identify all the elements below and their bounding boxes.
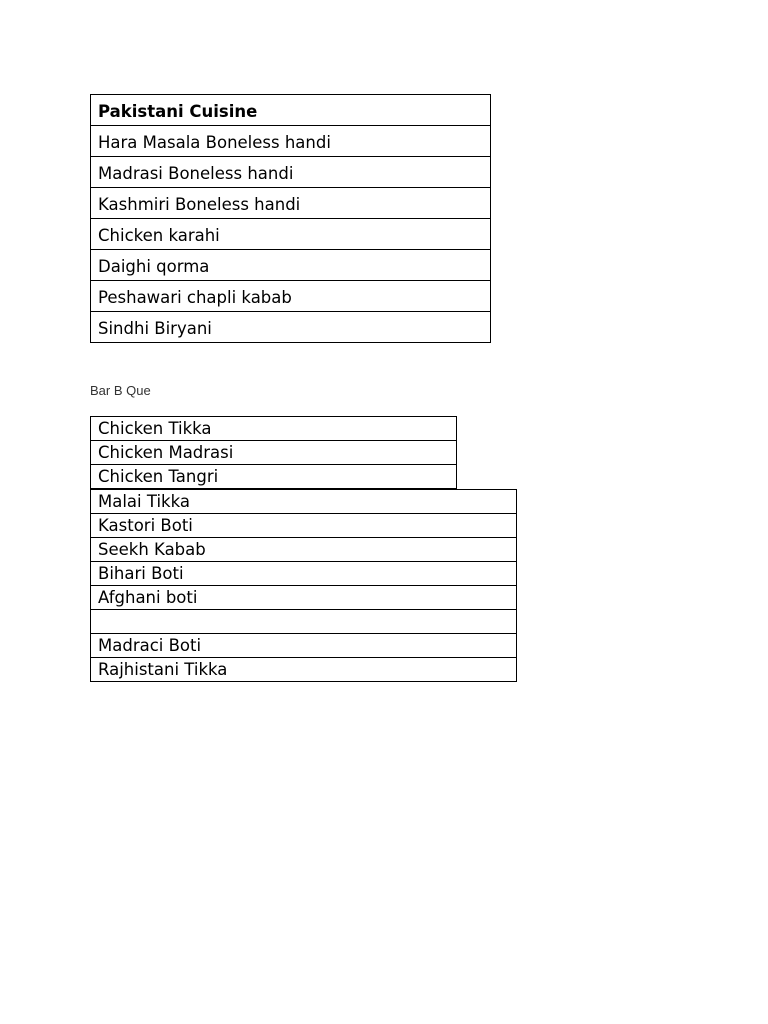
table-cell: Madraci Boti	[91, 634, 517, 658]
table-row	[91, 465, 457, 489]
table-row	[91, 417, 457, 441]
table-row	[91, 490, 517, 514]
table-row	[91, 538, 517, 562]
table-cell: Peshawari chapli kabab	[91, 281, 491, 312]
table-row	[91, 312, 491, 343]
table-cell: Rajhistani Tikka	[91, 658, 517, 682]
table-row-empty	[91, 610, 517, 634]
bbq-table-bottom	[90, 489, 517, 682]
table-cell: Sindhi Biryani	[91, 312, 491, 343]
table-cell: Madrasi Boneless handi	[91, 157, 491, 188]
table-cell: Kashmiri Boneless handi	[91, 188, 491, 219]
table-cell: Hara Masala Boneless handi	[91, 126, 491, 157]
bbq-table-top	[90, 416, 457, 489]
table-cell: Daighi qorma	[91, 250, 491, 281]
table-row	[91, 188, 491, 219]
table-row	[91, 126, 491, 157]
table-cell: Seekh Kabab	[91, 538, 517, 562]
table-cell: Bihari Boti	[91, 562, 517, 586]
table-row	[91, 634, 517, 658]
pakistani-cuisine-table	[90, 94, 491, 343]
table-header-cell: Pakistani Cuisine	[91, 95, 491, 126]
table-cell: Chicken Tikka	[91, 417, 457, 441]
table-row	[91, 250, 491, 281]
table-row	[91, 157, 491, 188]
table-row	[91, 281, 491, 312]
table-row	[91, 658, 517, 682]
table-row	[91, 562, 517, 586]
table-row	[91, 514, 517, 538]
bbq-section-label: Bar B Que	[90, 383, 151, 398]
table-header-row	[91, 95, 491, 126]
table-cell: Chicken Madrasi	[91, 441, 457, 465]
table-cell: Chicken karahi	[91, 219, 491, 250]
table-row	[91, 219, 491, 250]
table-cell: Malai Tikka	[91, 490, 517, 514]
table-cell: Kastori Boti	[91, 514, 517, 538]
table-row	[91, 441, 457, 465]
table-row	[91, 586, 517, 610]
table-cell: Afghani boti	[91, 586, 517, 610]
table-cell: Chicken Tangri	[91, 465, 457, 489]
table-cell	[91, 610, 517, 634]
